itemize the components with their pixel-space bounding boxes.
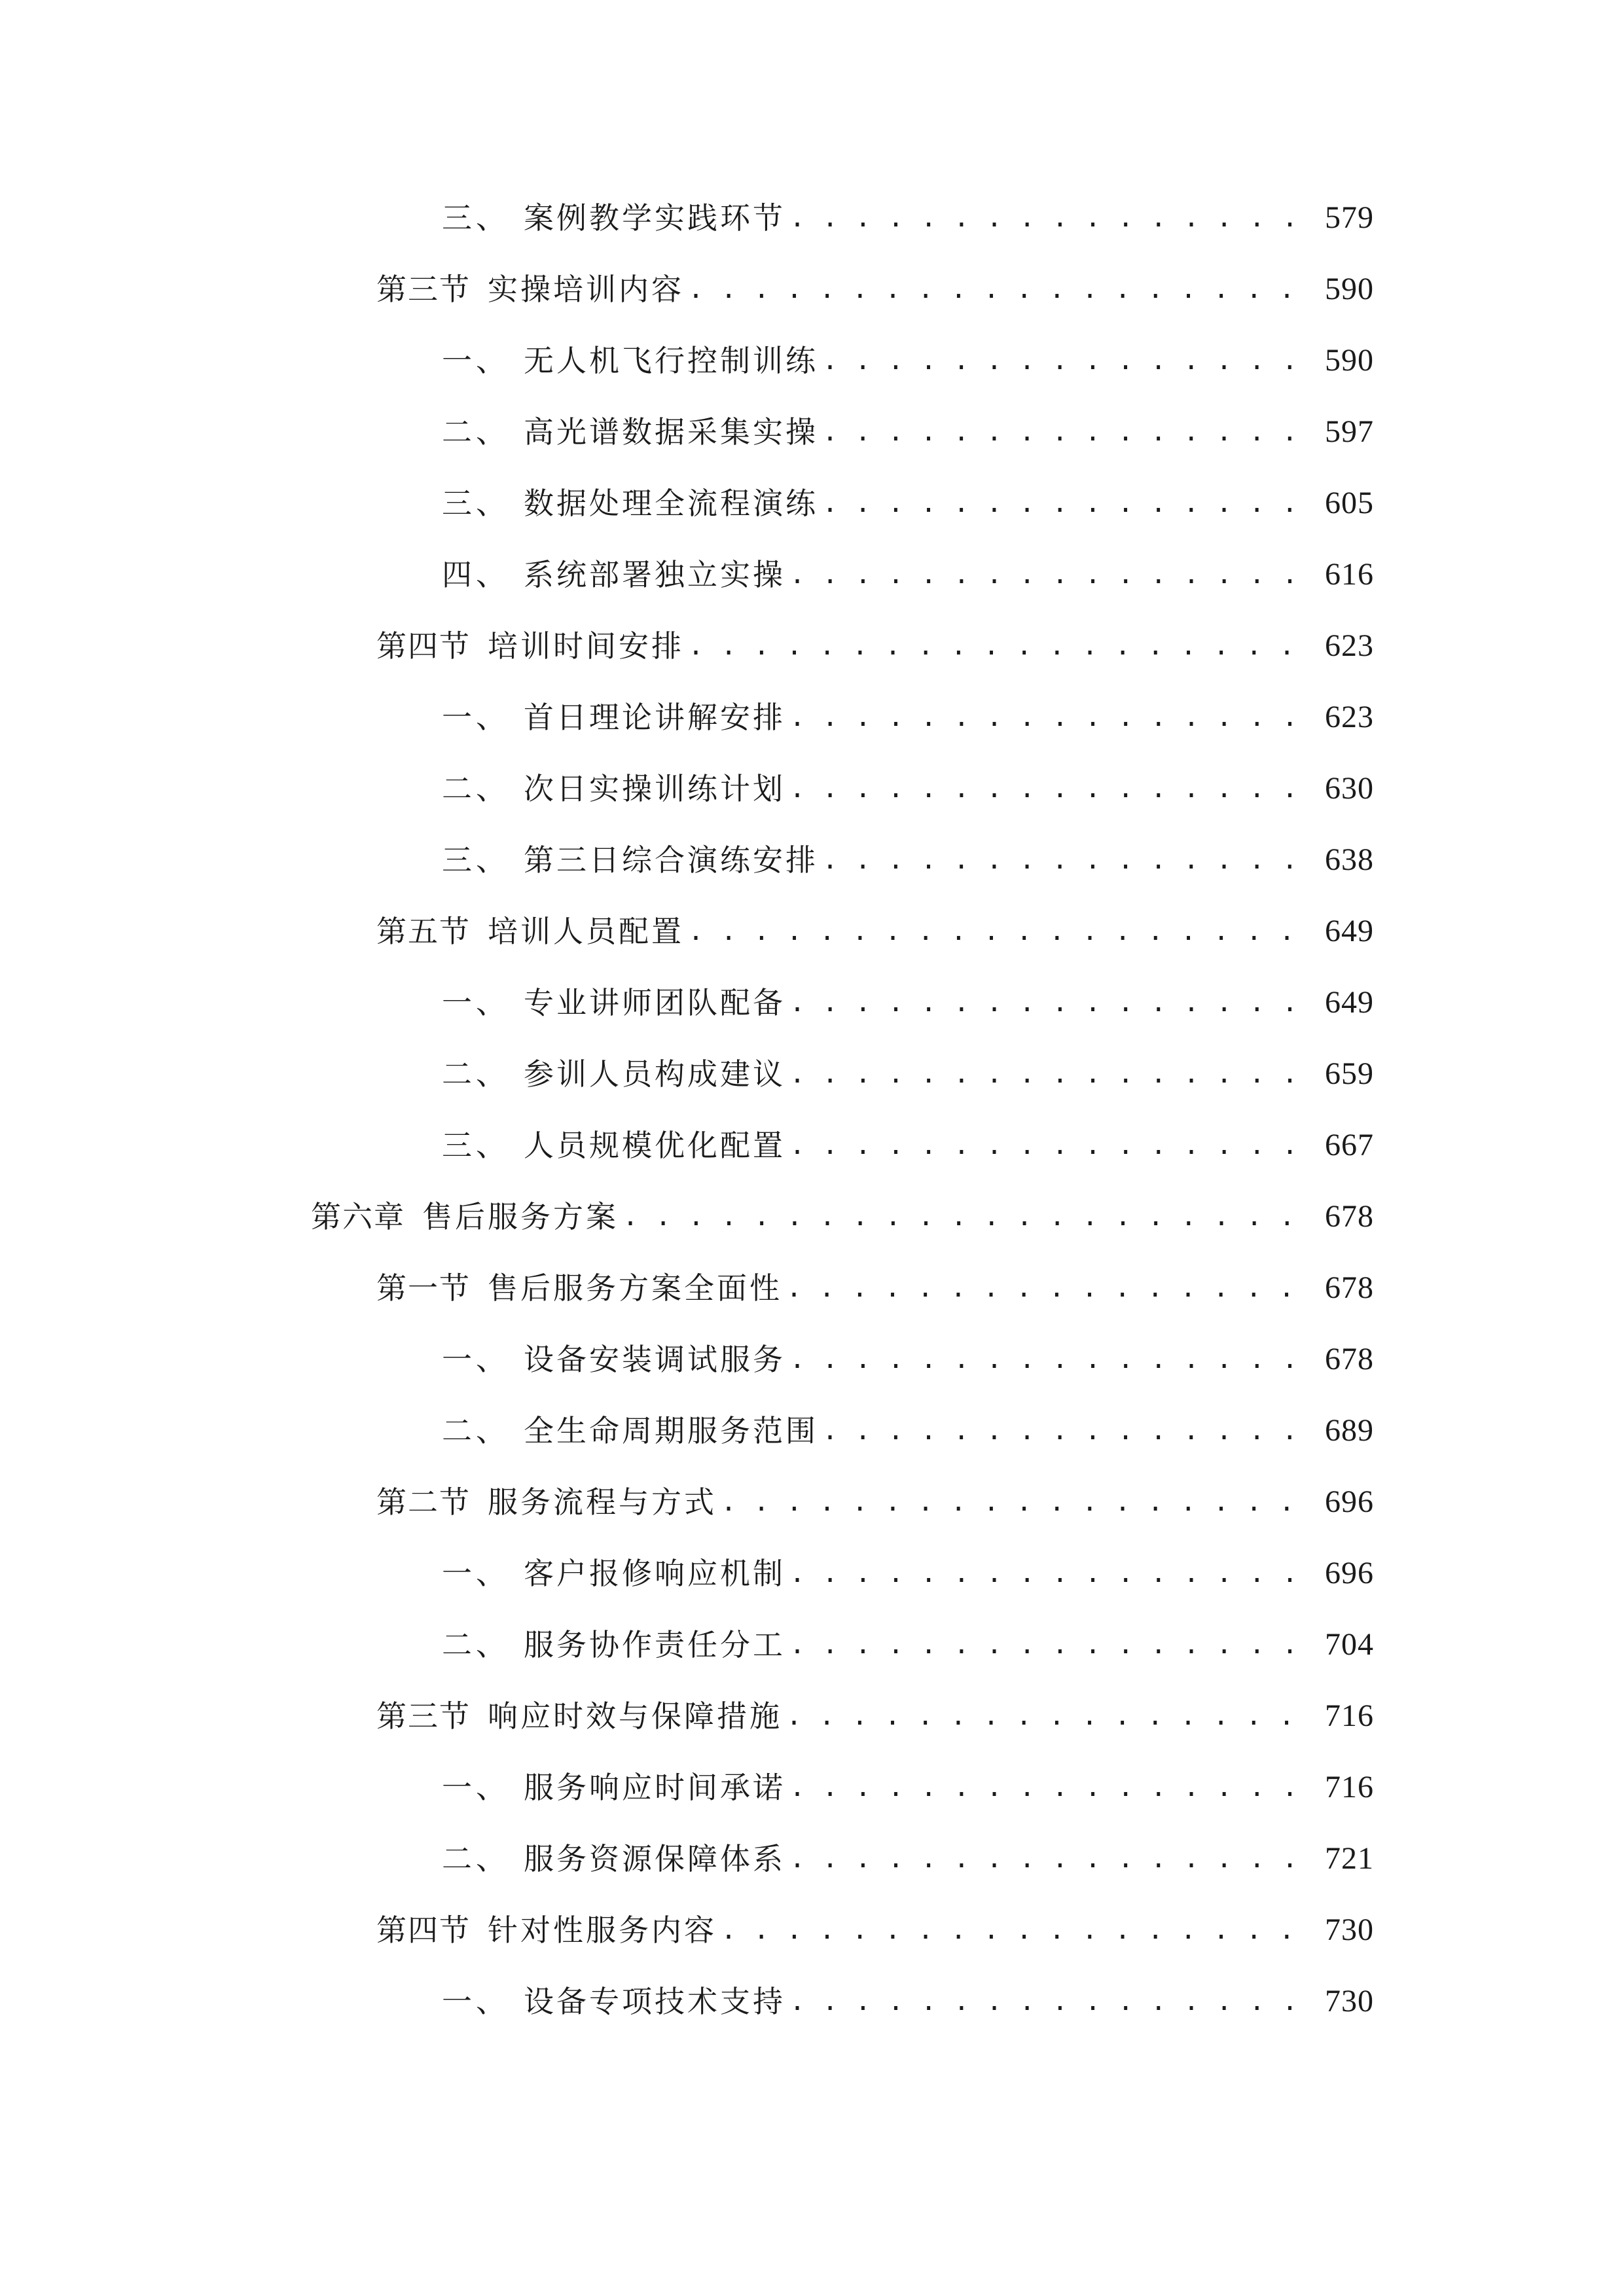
toc-entry-title: 响应时效与保障措施 xyxy=(488,1698,782,1734)
toc-entry-installation-service[interactable] xyxy=(442,1333,1374,1386)
toc-entry-marker: 第五节 xyxy=(376,914,471,949)
toc-entry-page: 667 xyxy=(1325,1128,1374,1162)
toc-entry-lifecycle-scope[interactable] xyxy=(442,1405,1374,1457)
toc-entry-marker: 二、 xyxy=(442,1627,510,1662)
toc-entry-marker: 一、 xyxy=(442,1984,510,2019)
toc-entry-title: 全生命周期服务范围 xyxy=(524,1413,818,1448)
toc-entry-title: 针对性服务内容 xyxy=(488,1912,717,1948)
toc-dot-leader xyxy=(789,762,1316,815)
toc-dot-leader xyxy=(822,334,1316,387)
toc-entry-resource-guarantee[interactable] xyxy=(442,1833,1374,1885)
toc-entry-marker: 一、 xyxy=(442,985,510,1020)
toc-entry-page: 597 xyxy=(1325,414,1374,449)
toc-entry-equipment-tech-support[interactable] xyxy=(442,1975,1374,2028)
toc-entry-marker: 第一节 xyxy=(376,1270,471,1306)
toc-entry-page: 649 xyxy=(1325,914,1374,948)
toc-dot-leader xyxy=(721,1904,1316,1956)
toc-dot-leader xyxy=(789,548,1316,601)
toc-entry-day-three-drill[interactable] xyxy=(442,834,1374,886)
toc-entry-page: 716 xyxy=(1325,1698,1374,1733)
toc-entry-marker: 第二节 xyxy=(376,1484,471,1520)
toc-entry-staff-scale[interactable] xyxy=(442,1119,1374,1172)
toc-entry-page: 696 xyxy=(1325,1556,1374,1590)
toc-entry-trainer-staffing[interactable] xyxy=(376,905,1374,958)
toc-entry-drone-flight-control[interactable] xyxy=(442,334,1374,387)
toc-entry-marker: 第六章 xyxy=(311,1199,405,1234)
toc-entry-title: 售后服务方案全面性 xyxy=(488,1270,782,1306)
toc-dot-leader xyxy=(822,834,1316,886)
toc-entry-page: 649 xyxy=(1325,985,1374,1020)
toc-entry-marker: 三、 xyxy=(442,486,510,521)
toc-entry-page: 678 xyxy=(1325,1270,1374,1305)
toc-entry-page: 704 xyxy=(1325,1627,1374,1662)
toc-entry-page: 689 xyxy=(1325,1413,1374,1448)
toc-entry-page: 659 xyxy=(1325,1056,1374,1091)
toc-dot-leader xyxy=(688,905,1316,958)
toc-entry-marker: 一、 xyxy=(442,1556,510,1591)
toc-entry-page: 730 xyxy=(1325,1912,1374,1947)
toc-entry-marker: 二、 xyxy=(442,1841,510,1876)
toc-entry-title: 案例教学实践环节 xyxy=(524,200,785,236)
toc-entry-lecturer-team[interactable] xyxy=(442,977,1374,1029)
toc-entry-marker: 二、 xyxy=(442,414,510,450)
toc-entry-marker: 一、 xyxy=(442,1770,510,1805)
toc-entry-response-guarantee[interactable] xyxy=(376,1690,1374,1742)
toc-dot-leader xyxy=(789,1619,1316,1671)
toc-dot-leader xyxy=(822,477,1316,529)
toc-entry-page: 630 xyxy=(1325,771,1374,806)
toc-entry-page: 678 xyxy=(1325,1199,1374,1234)
toc-entry-marker: 第三节 xyxy=(376,1698,471,1734)
toc-entry-title: 设备专项技术支持 xyxy=(524,1984,785,2019)
toc-entry-title: 客户报修响应机制 xyxy=(524,1556,785,1591)
toc-entry-title: 设备安装调试服务 xyxy=(524,1342,785,1377)
toc-entry-page: 623 xyxy=(1325,700,1374,734)
toc-entry-title: 人员规模优化配置 xyxy=(524,1128,785,1163)
toc-entry-title: 数据处理全流程演练 xyxy=(524,486,818,521)
toc-entry-title: 服务响应时间承诺 xyxy=(524,1770,785,1805)
toc-entry-service-process[interactable] xyxy=(376,1476,1374,1528)
toc-entry-title: 服务协作责任分工 xyxy=(524,1627,785,1662)
toc-entry-page: 605 xyxy=(1325,486,1374,520)
toc-dot-leader xyxy=(789,1119,1316,1172)
toc-dot-leader xyxy=(789,1547,1316,1600)
toc-entry-marker: 第四节 xyxy=(376,628,471,664)
toc-entry-hyperspectral-collection[interactable] xyxy=(442,406,1374,458)
toc-entry-marker: 二、 xyxy=(442,1413,510,1448)
toc-dot-leader xyxy=(789,977,1316,1029)
toc-entry-page: 579 xyxy=(1325,200,1374,235)
toc-entry-title: 无人机飞行控制训练 xyxy=(524,343,818,378)
toc-dot-leader xyxy=(688,263,1316,315)
toc-entry-case-teaching-practice[interactable] xyxy=(442,192,1374,244)
toc-entry-marker: 三、 xyxy=(442,200,510,236)
toc-dot-leader xyxy=(789,1975,1316,2028)
toc-entry-page: 590 xyxy=(1325,272,1374,306)
toc-entry-page: 721 xyxy=(1325,1841,1374,1876)
toc-entry-title: 售后服务方案 xyxy=(422,1199,619,1234)
toc-dot-leader xyxy=(789,1833,1316,1885)
toc-entry-chapter-six-after-sales[interactable] xyxy=(311,1191,1374,1243)
toc-dot-leader xyxy=(786,1262,1316,1314)
toc-entry-page: 696 xyxy=(1325,1484,1374,1519)
toc-entry-title: 培训时间安排 xyxy=(488,628,684,664)
toc-entry-page: 638 xyxy=(1325,842,1374,877)
toc-entry-page: 590 xyxy=(1325,343,1374,378)
toc-dot-leader xyxy=(623,1191,1316,1243)
toc-entry-marker: 三、 xyxy=(442,842,510,878)
toc-entry-marker: 一、 xyxy=(442,1342,510,1377)
toc-entry-page: 623 xyxy=(1325,628,1374,663)
toc-entry-title: 专业讲师团队配备 xyxy=(524,985,785,1020)
toc-entry-training-schedule[interactable] xyxy=(376,620,1374,672)
toc-entry-marker: 二、 xyxy=(442,1056,510,1092)
toc-entry-title: 高光谱数据采集实操 xyxy=(524,414,818,450)
toc-dot-leader xyxy=(789,1333,1316,1386)
toc-entry-title: 实操培训内容 xyxy=(488,272,684,307)
toc-entry-title: 次日实操训练计划 xyxy=(524,771,785,806)
toc-entry-title: 首日理论讲解安排 xyxy=(524,700,785,735)
toc-dot-leader xyxy=(822,1405,1316,1457)
toc-dot-leader xyxy=(688,620,1316,672)
toc-entry-page: 716 xyxy=(1325,1770,1374,1804)
toc-entry-marker: 第三节 xyxy=(376,272,471,307)
toc-entry-title: 系统部署独立实操 xyxy=(524,557,785,592)
toc-entry-title: 服务资源保障体系 xyxy=(524,1841,785,1876)
toc-entry-response-time-commitment[interactable] xyxy=(442,1761,1374,1814)
toc-entry-marker: 三、 xyxy=(442,1128,510,1163)
toc-entry-repair-response[interactable] xyxy=(442,1547,1374,1600)
toc-dot-leader xyxy=(721,1476,1316,1528)
toc-entry-marker: 二、 xyxy=(442,771,510,806)
toc-dot-leader xyxy=(822,406,1316,458)
toc-dot-leader xyxy=(789,691,1316,744)
toc-dot-leader xyxy=(789,1048,1316,1100)
toc-entry-marker: 四、 xyxy=(442,557,510,592)
toc-entry-day-one-theory[interactable] xyxy=(442,691,1374,744)
toc-dot-leader xyxy=(789,1761,1316,1814)
toc-entry-marker: 一、 xyxy=(442,343,510,378)
toc-entry-after-sales-completeness[interactable] xyxy=(376,1262,1374,1314)
toc-entry-day-two-practice[interactable] xyxy=(442,762,1374,815)
toc-entry-page: 678 xyxy=(1325,1342,1374,1376)
toc-entry-marker: 一、 xyxy=(442,700,510,735)
toc-entry-title: 第三日综合演练安排 xyxy=(524,842,818,878)
toc-entry-practical-training-content[interactable] xyxy=(376,263,1374,315)
toc-entry-targeted-services[interactable] xyxy=(376,1904,1374,1956)
toc-entry-responsibility-division[interactable] xyxy=(442,1619,1374,1671)
toc-entry-system-deployment[interactable] xyxy=(442,548,1374,601)
toc-entry-data-processing-drill[interactable] xyxy=(442,477,1374,529)
toc-entry-page: 616 xyxy=(1325,557,1374,592)
toc-entry-marker: 第四节 xyxy=(376,1912,471,1948)
toc-entry-trainee-composition[interactable] xyxy=(442,1048,1374,1100)
toc-dot-leader xyxy=(789,192,1316,244)
toc-entry-title: 参训人员构成建议 xyxy=(524,1056,785,1092)
toc-entry-page: 730 xyxy=(1325,1984,1374,2018)
toc-dot-leader xyxy=(786,1690,1316,1742)
toc-entry-title: 服务流程与方式 xyxy=(488,1484,717,1520)
toc-entry-title: 培训人员配置 xyxy=(488,914,684,949)
